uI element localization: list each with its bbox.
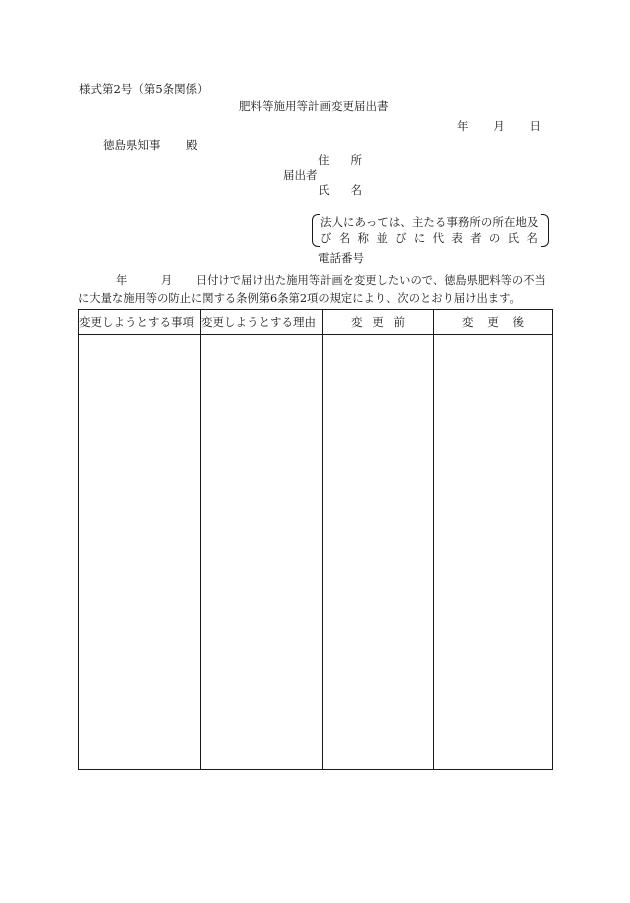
header-char: 変 (351, 315, 363, 329)
body-month-label: 月 (160, 274, 173, 287)
header-char: 前 (393, 315, 405, 329)
corporate-note-line2 (320, 231, 538, 245)
addressee (103, 138, 198, 152)
cell-after-change[interactable] (434, 335, 553, 770)
date-year-label: 年 (457, 119, 469, 133)
corporate-note-char: 氏 (507, 231, 520, 245)
corporate-note-char: 表 (451, 231, 463, 245)
phone-label: 電話番号 (318, 251, 364, 265)
form-number: 様式第2号（第5条関係） (79, 82, 209, 96)
header-char: 更 (487, 315, 499, 329)
change-table (78, 309, 553, 770)
document-title: 肥料等施用等計画変更届出書 (239, 99, 389, 113)
cell-reason-for-change[interactable] (201, 335, 323, 770)
applicant-group-label: 届出者 (283, 168, 318, 182)
address-label-char: 住 (318, 153, 330, 167)
address-label-char: 所 (350, 153, 362, 167)
date-day-label: 日 (529, 119, 541, 133)
corporate-note-char: 者 (470, 231, 482, 245)
corporate-note-char: 名 (338, 231, 351, 245)
corporate-note-right-bracket (541, 214, 549, 247)
name-label-char: 名 (350, 183, 362, 197)
corporate-note-char: 称 (357, 231, 370, 245)
name-label (318, 183, 362, 197)
corporate-note-char: 並 (376, 231, 388, 245)
date-line (457, 119, 541, 133)
address-label (318, 153, 362, 167)
header-reason-for-change: 変更しようとする理由 (201, 310, 323, 335)
header-char: 更 (372, 315, 384, 329)
header-char: 変 (462, 315, 474, 329)
corporate-note-char: び (395, 231, 407, 245)
corporate-note-char: に (413, 231, 426, 245)
corporate-note-left-bracket (312, 214, 320, 247)
body-line1 (78, 274, 546, 288)
header-after-change (434, 310, 553, 335)
addressee-name: 徳島県知事 (103, 138, 161, 152)
table-row (79, 335, 553, 770)
cell-before-change[interactable] (323, 335, 434, 770)
body-line2: に大量な施用等の防止に関する条例第6条第2項の規定により、次のとおり届け出ます。 (78, 292, 521, 305)
name-label-char: 氏 (318, 183, 330, 197)
corporate-note-char: 名 (526, 231, 538, 245)
header-item-to-change: 変更しようとする事項 (79, 310, 201, 335)
addressee-honorific: 殿 (186, 138, 198, 152)
date-month-label: 月 (493, 119, 505, 133)
header-char: 後 (512, 315, 524, 329)
header-before-change (323, 310, 434, 335)
table-header-row (79, 310, 553, 335)
body-line1-text: 日付けで届け出た施用等計画を変更したいので、徳島県肥料等の不当 (195, 274, 546, 287)
corporate-note-char: び (320, 231, 332, 245)
corporate-note-char: の (488, 231, 501, 245)
body-year-label: 年 (116, 274, 128, 287)
corporate-note-char: 代 (432, 231, 445, 245)
cell-item-to-change[interactable] (79, 335, 201, 770)
corporate-note-line1: 法人にあっては、主たる事務所の所在地及 (320, 215, 539, 229)
